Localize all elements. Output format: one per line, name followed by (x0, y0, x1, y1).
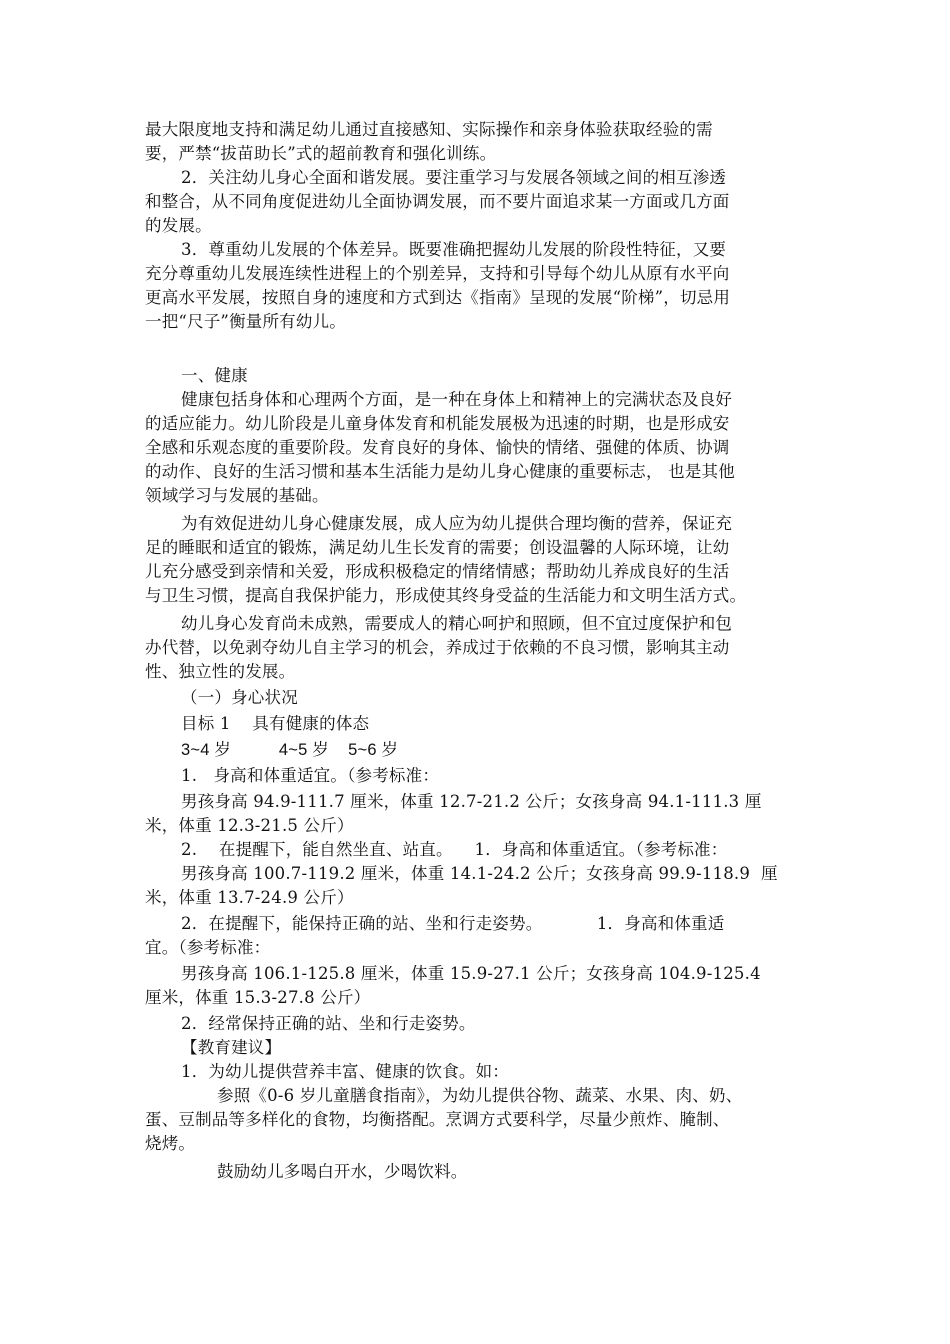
text-line: 2．经常保持正确的站、坐和行走姿势。 (181, 1014, 476, 1033)
text-line: 儿充分感受到亲情和关爱，形成积极稳定的情绪情感；帮助幼儿养成良好的生活 (145, 562, 730, 581)
text-line: 蛋、豆制品等多样化的食物，均衡搭配。烹调方式要科学，尽量少煎炸、腌制、 (145, 1110, 730, 1129)
text-line: 的发展。 (145, 216, 212, 235)
text-line: 最大限度地支持和满足幼儿通过直接感知、实际操作和亲身体验获取经验的需 (145, 120, 713, 139)
text-line: 参照《0-6 岁儿童膳食指南》，为幼儿提供谷物、蔬菜、水果、肉、奶、 (217, 1086, 743, 1105)
text-line: 烧烤。 (145, 1134, 196, 1153)
education-suggestion-heading: 【教育建议】 (181, 1038, 282, 1057)
text-line: 要，严禁“拔苗助长”式的超前教育和强化训练。 (145, 144, 497, 163)
text-line: 的适应能力。幼儿阶段是儿童身体发育和机能发展极为迅速的时期，也是形成安 (145, 414, 730, 433)
text-line: 鼓励幼儿多喝白开水，少喝饮料。 (217, 1162, 468, 1181)
text-line: 2．在提醒下，能保持正确的站、坐和行走姿势。 1．身高和体重适 (181, 914, 725, 933)
text-line: 领域学习与发展的基础。 (145, 486, 329, 505)
text-line: 1．为幼儿提供营养丰富、健康的饮食。如： (181, 1062, 509, 1081)
text-line: 健康包括身体和心理两个方面，是一种在身体上和精神上的完满状态及良好 (181, 390, 733, 409)
text-line: 充分尊重幼儿发展连续性进程上的个别差异，支持和引导每个幼儿从原有水平向 (145, 264, 730, 283)
text-line: 男孩身高 94.9-111.7 厘米，体重 12.7-21.2 公斤；女孩身高 94.1-111.3 厘 (181, 792, 762, 811)
text-line: 与卫生习惯，提高自我保护能力，形成使其终身受益的生活能力和文明生活方式。 (145, 586, 747, 605)
text-line: 办代替，以免剥夺幼儿自主学习的机会，养成过于依赖的不良习惯，影响其主动 (145, 638, 730, 657)
text-line: 足的睡眠和适宜的锻炼，满足幼儿生长发育的需要；创设温馨的人际环境，让幼 (145, 538, 730, 557)
text-line: 性、独立性的发展。 (145, 662, 296, 681)
text-line: 男孩身高 100.7-119.2 厘米，体重 14.1-24.2 公斤；女孩身高 99.9-118.9 厘 (181, 864, 778, 883)
subsection-heading: （一）身心状况 (181, 688, 298, 707)
section-heading: 一、健康 (181, 366, 248, 385)
text-line: 2．关注幼儿身心全面和谐发展。要注重学习与发展各领域之间的相互渗透 (181, 168, 727, 187)
text-line: 米，体重 12.3-21.5 公斤） (145, 816, 354, 835)
text-line: 的动作、良好的生活习惯和基本生活能力是幼儿身心健康的重要标志， 也是其他 (145, 462, 735, 481)
text-line: 男孩身高 106.1-125.8 厘米，体重 15.9-27.1 公斤；女孩身高 104.9-125.4 (181, 964, 761, 983)
text-line: 米，体重 13.7-24.9 公斤） (145, 888, 354, 907)
goal-heading: 目标 1 具有健康的体态 (181, 714, 370, 733)
text-line: 3．尊重幼儿发展的个体差异。既要准确把握幼儿发展的阶段性特征，又要 (181, 240, 727, 259)
text-line: 为有效促进幼儿身心健康发展，成人应为幼儿提供合理均衡的营养，保证充 (181, 514, 733, 533)
text-line: 和整合，从不同角度促进幼儿全面协调发展，而不要片面追求某一方面或几方面 (145, 192, 730, 211)
age-columns: 3~4 岁 4~5 岁 5~6 岁 (181, 741, 399, 759)
text-line: 厘米，体重 15.3-27.8 公斤） (145, 988, 371, 1007)
text-line: 1. 身高和体重适宜。（参考标准： (181, 766, 440, 785)
text-line: 2. 在提醒下，能自然坐直、站直。 1．身高和体重适宜。（参考标准： (181, 840, 728, 859)
text-line: 更高水平发展，按照自身的速度和方式到达《指南》呈现的发展“阶梯”，切忌用 (145, 288, 731, 307)
text-line: 一把“尺子”衡量所有幼儿。 (145, 312, 346, 331)
text-line: 幼儿身心发育尚未成熟，需要成人的精心呵护和照顾，但不宜过度保护和包 (181, 614, 733, 633)
text-line: 宜。（参考标准： (145, 938, 271, 957)
text-line: 全感和乐观态度的重要阶段。发育良好的身体、愉快的情绪、强健的体质、协调 (145, 438, 730, 457)
